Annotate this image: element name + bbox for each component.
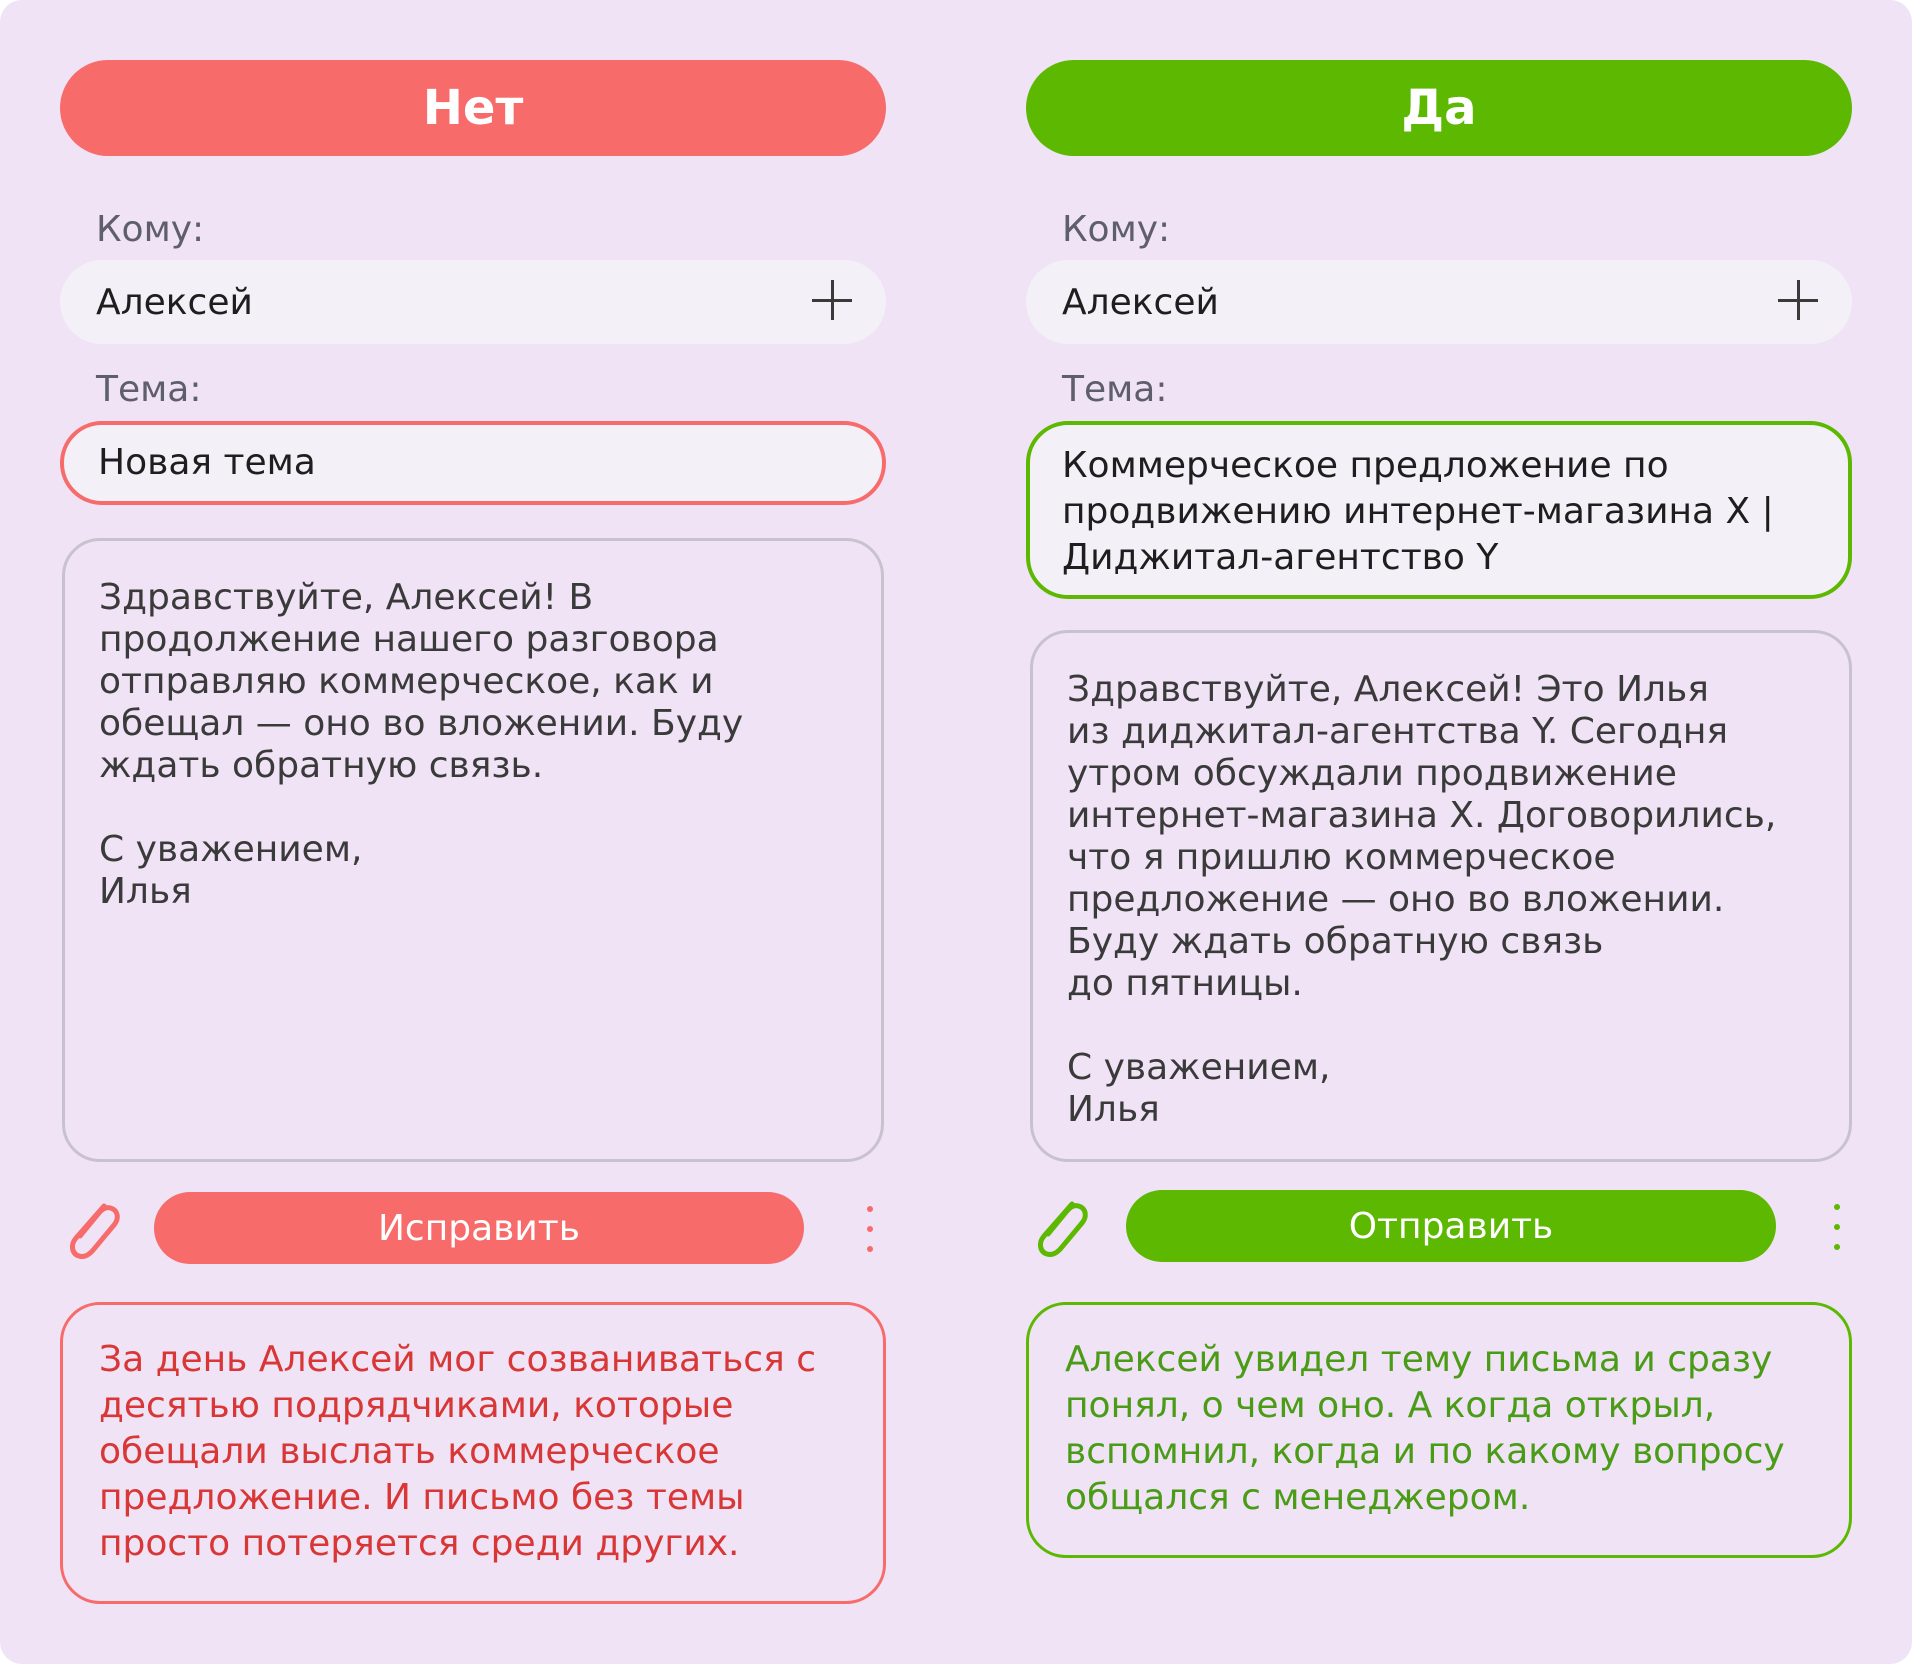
fix-button[interactable]: Исправить <box>154 1192 804 1264</box>
paperclip-icon[interactable] <box>1028 1190 1092 1262</box>
bad-subject-field[interactable] <box>60 421 886 505</box>
bad-message-body[interactable]: Здравствуйте, Алексей! В продолжение нашего разговора отправляю коммерческое, как и обещал — оно во вложении. Буду ждать обратную связь. С уважением, Илья <box>62 538 884 1162</box>
good-example-header: Да <box>1026 60 1852 156</box>
good-to-label: Кому: <box>1062 209 1171 250</box>
paperclip-icon[interactable] <box>60 1192 124 1264</box>
good-recipient-field[interactable] <box>1026 260 1852 344</box>
more-vertical-icon[interactable] <box>1832 1204 1842 1250</box>
bad-subject-label: Тема: <box>96 369 202 410</box>
plus-icon[interactable] <box>812 280 852 320</box>
bad-explanation-note: За день Алексей мог созваниваться с десятью подрядчиками, которые обещали выслать коммерческое предложение. И письмо без темы просто потеряется среди других. <box>60 1302 886 1604</box>
bad-to-label: Кому: <box>96 209 205 250</box>
good-message-body[interactable]: Здравствуйте, Алексей! Это Илья из диджитал-агентства Y. Сегодня утром обсуждали продвижение интернет-магазина X. Договорились, что я пришлю коммерческое предложение — оно во вложении. Буду ждать обратную связь до пятницы. С уважением, Илья <box>1030 630 1852 1162</box>
good-explanation-note: Алексей увидел тему письма и сразу понял, о чем оно. А когда открыл, вспомнил, когда и по какому вопросу общался с менеджером. <box>1026 1302 1852 1558</box>
bad-subject-value: Новая тема <box>98 442 316 483</box>
good-recipient-value: Алексей <box>1062 281 1219 323</box>
good-subject-field[interactable] <box>1026 421 1852 599</box>
bad-recipient-field[interactable] <box>60 260 886 344</box>
bad-example-header: Нет <box>60 60 886 156</box>
plus-icon[interactable] <box>1778 280 1818 320</box>
good-subject-value: Коммерческое предложение по продвижению интернет-магазина X | Диджитал-агентство Y <box>1062 445 1774 578</box>
good-subject-label: Тема: <box>1062 369 1168 410</box>
more-vertical-icon[interactable] <box>865 1206 875 1252</box>
send-button[interactable]: Отправить <box>1126 1190 1776 1262</box>
bad-recipient-value: Алексей <box>96 281 253 323</box>
